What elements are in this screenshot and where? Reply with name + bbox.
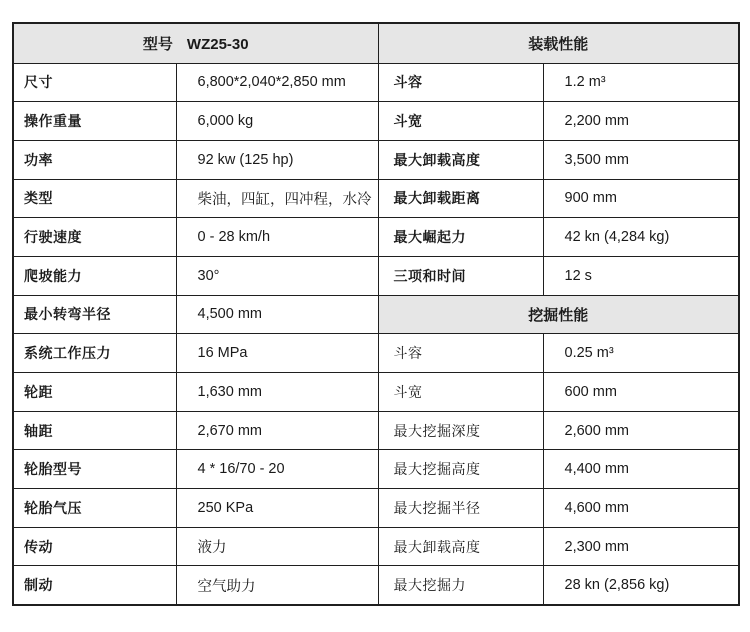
spec-label: 最大卸载距离 [378, 179, 543, 218]
table-row [13, 63, 739, 102]
table-row [13, 411, 739, 450]
spec-value: 12 s [543, 256, 739, 295]
spec-label: 行驶速度 [13, 218, 176, 257]
model-label: 型号 [142, 35, 173, 53]
spec-label: 斗容 [378, 334, 543, 373]
spec-label: 最大卸载高度 [378, 527, 543, 566]
spec-label: 系统工作压力 [13, 334, 176, 373]
spec-value: 2,200 mm [543, 102, 739, 141]
spec-label: 功率 [13, 140, 176, 179]
spec-label: 最小转弯半径 [13, 295, 176, 334]
spec-label: 最大挖掘半径 [378, 489, 543, 528]
spec-value: 2,600 mm [543, 411, 739, 450]
spec-value: 1,630 mm [176, 373, 378, 412]
table-row [13, 256, 739, 295]
spec-label: 操作重量 [13, 102, 176, 141]
spec-label: 斗宽 [378, 373, 543, 412]
table-row [13, 102, 739, 141]
spec-value: 600 mm [543, 373, 739, 412]
spec-label: 传动 [13, 527, 176, 566]
spec-value: 6,000 kg [176, 102, 378, 141]
spec-label: 斗容 [378, 63, 543, 102]
spec-value: 空气助力 [176, 566, 378, 605]
spec-value: 液力 [176, 527, 378, 566]
spec-label: 最大挖掘高度 [378, 450, 543, 489]
spec-label: 最大卸载高度 [378, 140, 543, 179]
spec-value: 250 KPa [176, 489, 378, 528]
table-row [13, 527, 739, 566]
table-row [13, 295, 739, 334]
loading-performance-header: 装载性能 [378, 23, 739, 63]
table-row [13, 140, 739, 179]
spec-label: 斗宽 [378, 102, 543, 141]
spec-value: 0 - 28 km/h [176, 218, 378, 257]
spec-label: 最大挖掘力 [378, 566, 543, 605]
spec-value: 92 kw (125 hp) [176, 140, 378, 179]
spec-label: 最大崛起力 [378, 218, 543, 257]
spec-label: 制动 [13, 566, 176, 605]
table-row [13, 450, 739, 489]
table-row [13, 334, 739, 373]
table-header-row [13, 23, 739, 63]
table-row [13, 218, 739, 257]
spec-label: 轮胎型号 [13, 450, 176, 489]
spec-label: 尺寸 [13, 63, 176, 102]
table-row [13, 566, 739, 605]
spec-label: 轮胎气压 [13, 489, 176, 528]
spec-value: 4,600 mm [543, 489, 739, 528]
spec-label: 轴距 [13, 411, 176, 450]
spec-value: 4 * 16/70 - 20 [176, 450, 378, 489]
table-row [13, 489, 739, 528]
spec-value: 1.2 m³ [543, 63, 739, 102]
model-header [13, 23, 378, 63]
model-number: WZ25-30 [186, 35, 249, 53]
spec-value: 6,800*2,040*2,850 mm [176, 63, 378, 102]
spec-value: 28 kn (2,856 kg) [543, 566, 739, 605]
digging-performance-header: 挖掘性能 [378, 295, 739, 334]
spec-table [12, 22, 740, 606]
spec-value: 16 MPa [176, 334, 378, 373]
spec-value: 30° [176, 256, 378, 295]
spec-label: 最大挖掘深度 [378, 411, 543, 450]
table-row [13, 179, 739, 218]
spec-value: 2,670 mm [176, 411, 378, 450]
spec-value: 4,400 mm [543, 450, 739, 489]
spec-value: 4,500 mm [176, 295, 378, 334]
spec-label: 类型 [13, 179, 176, 218]
spec-label: 轮距 [13, 373, 176, 412]
spec-value: 0.25 m³ [543, 334, 739, 373]
spec-label: 三项和时间 [378, 256, 543, 295]
spec-value: 900 mm [543, 179, 739, 218]
table-row [13, 373, 739, 412]
spec-value: 2,300 mm [543, 527, 739, 566]
spec-label: 爬坡能力 [13, 256, 176, 295]
spec-value: 柴油，四缸，四冲程，水冷 [176, 179, 378, 218]
spec-value: 42 kn (4,284 kg) [543, 218, 739, 257]
spec-value: 3,500 mm [543, 140, 739, 179]
